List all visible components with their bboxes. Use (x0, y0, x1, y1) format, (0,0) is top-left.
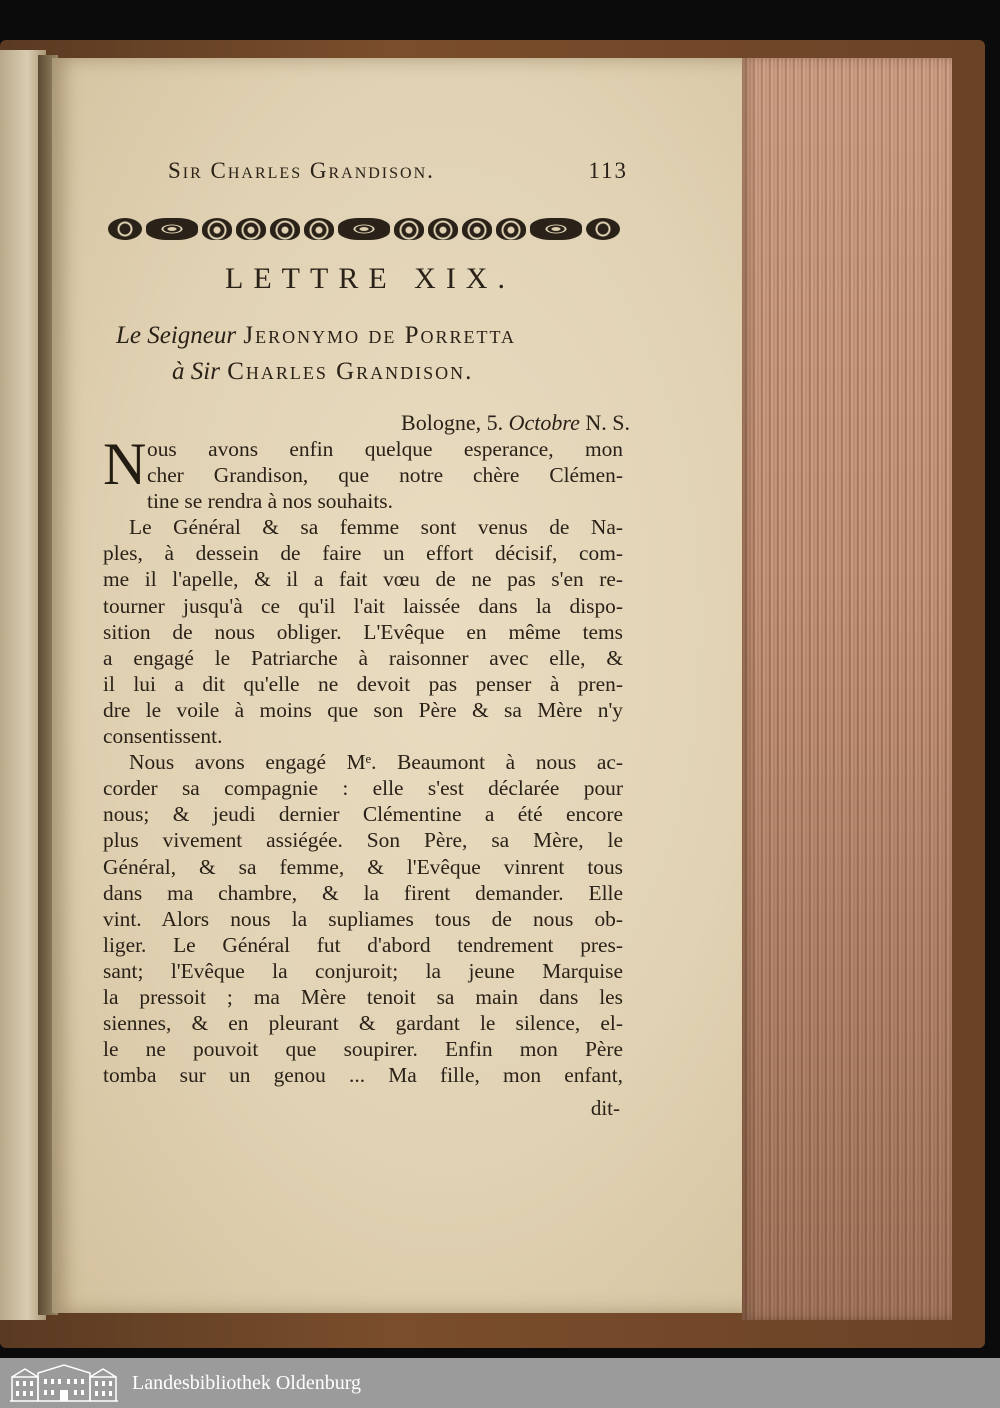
sender-honorific: Le Seigneur (116, 322, 237, 349)
body-line: dans ma chambre, & la firent demander. Elle (103, 880, 623, 905)
recipient-honorific: à Sir (172, 358, 220, 385)
body-line: plus vivement assiégée. Son Père, sa Mère, le (103, 828, 623, 853)
body-line: tourner jusqu'à ce qu'il l'ait laissée dans la dispo- (103, 593, 623, 618)
drop-capital: N (103, 431, 147, 497)
letter-recipient (172, 358, 692, 386)
running-head (168, 158, 628, 184)
letter-body (103, 431, 623, 1088)
decorative-headpiece (108, 212, 620, 246)
ornament-icon (496, 218, 526, 240)
ornament-icon (270, 218, 300, 240)
body-line: consentissent. (103, 724, 223, 749)
dateline-place: Bologne, 5. (401, 410, 504, 435)
ornament-icon (586, 218, 620, 240)
dateline-style: N. S. (585, 410, 630, 435)
body-line: Le Général & sa femme sont venus de Na- (129, 515, 623, 540)
letter-sender (116, 322, 636, 350)
body-line: cher Grandison, que notre chère Clémen- (147, 463, 623, 488)
ornament-icon (146, 218, 198, 240)
sender-name: Jeronymo de Porretta (243, 322, 517, 349)
ornament-icon (394, 218, 424, 240)
catchword: dit- (590, 1096, 620, 1120)
body-line: Nous avons engagé Mᵉ. Beaumont à nous ac- (129, 750, 623, 775)
dateline (330, 410, 630, 436)
library-name: Landesbibliothek Oldenburg (132, 1371, 362, 1394)
ornament-icon (304, 218, 334, 240)
body-line: a engagé le Patriarche à raisonner avec elle, & (103, 645, 623, 670)
body-line: sant; l'Evêque la conjuroit; la jeune Marquise (103, 958, 623, 983)
ornament-icon (462, 218, 492, 240)
body-line: liger. Le Général fut d'abord tendrement pres- (103, 932, 623, 957)
letter-title: LETTRE XIX. (225, 262, 515, 295)
ornament-icon (530, 218, 582, 240)
body-line: nous; & jeudi dernier Clémentine a été encore (103, 802, 623, 827)
dateline-month: Octobre (508, 410, 580, 435)
body-line: sition de nous obliger. L'Evêque en même tems (103, 619, 623, 644)
body-line: tine se rendra à nos souhaits. (147, 489, 393, 514)
page-number: 113 (588, 158, 628, 183)
body-line: siennes, & en pleurant & gardant le silence, el- (103, 1011, 623, 1036)
recipient-name: Charles Grandison. (227, 358, 474, 385)
page-fore-edge-shade (742, 58, 952, 1320)
body-line: me il l'apelle, & il a fait vœu de ne pas s'en re- (103, 567, 623, 592)
running-head-title: Sir Charles Grandison. (168, 158, 435, 183)
body-line: ples, à dessein de faire un effort décisif, com- (103, 541, 623, 566)
body-line: dre le voile à moins que son Père & sa Mère n'y (103, 697, 623, 722)
ornament-icon (428, 218, 458, 240)
ornament-icon (236, 218, 266, 240)
body-line: vint. Alors nous la supliames tous de nous ob- (103, 906, 623, 931)
library-building-icon (8, 1363, 120, 1403)
body-line: le ne pouvoit que soupirer. Enfin mon Père (103, 1037, 623, 1062)
library-footer (0, 1358, 1000, 1408)
body-line: Général, & sa femme, & l'Evêque vinrent tous (103, 854, 623, 879)
body-line: corder sa compagnie : elle s'est déclarée pour (103, 776, 623, 801)
body-line: la pressoit ; ma Mère tenoit sa main dans les (103, 984, 623, 1009)
ornament-icon (108, 218, 142, 240)
ornament-icon (338, 218, 390, 240)
ornament-icon (202, 218, 232, 240)
body-line: tomba sur un genou ... Ma fille, mon enfant, (103, 1063, 623, 1088)
body-line: il lui a dit qu'elle ne devoit pas penser à pren- (103, 671, 623, 696)
body-line: ous avons enfin quelque esperance, mon (147, 437, 623, 461)
